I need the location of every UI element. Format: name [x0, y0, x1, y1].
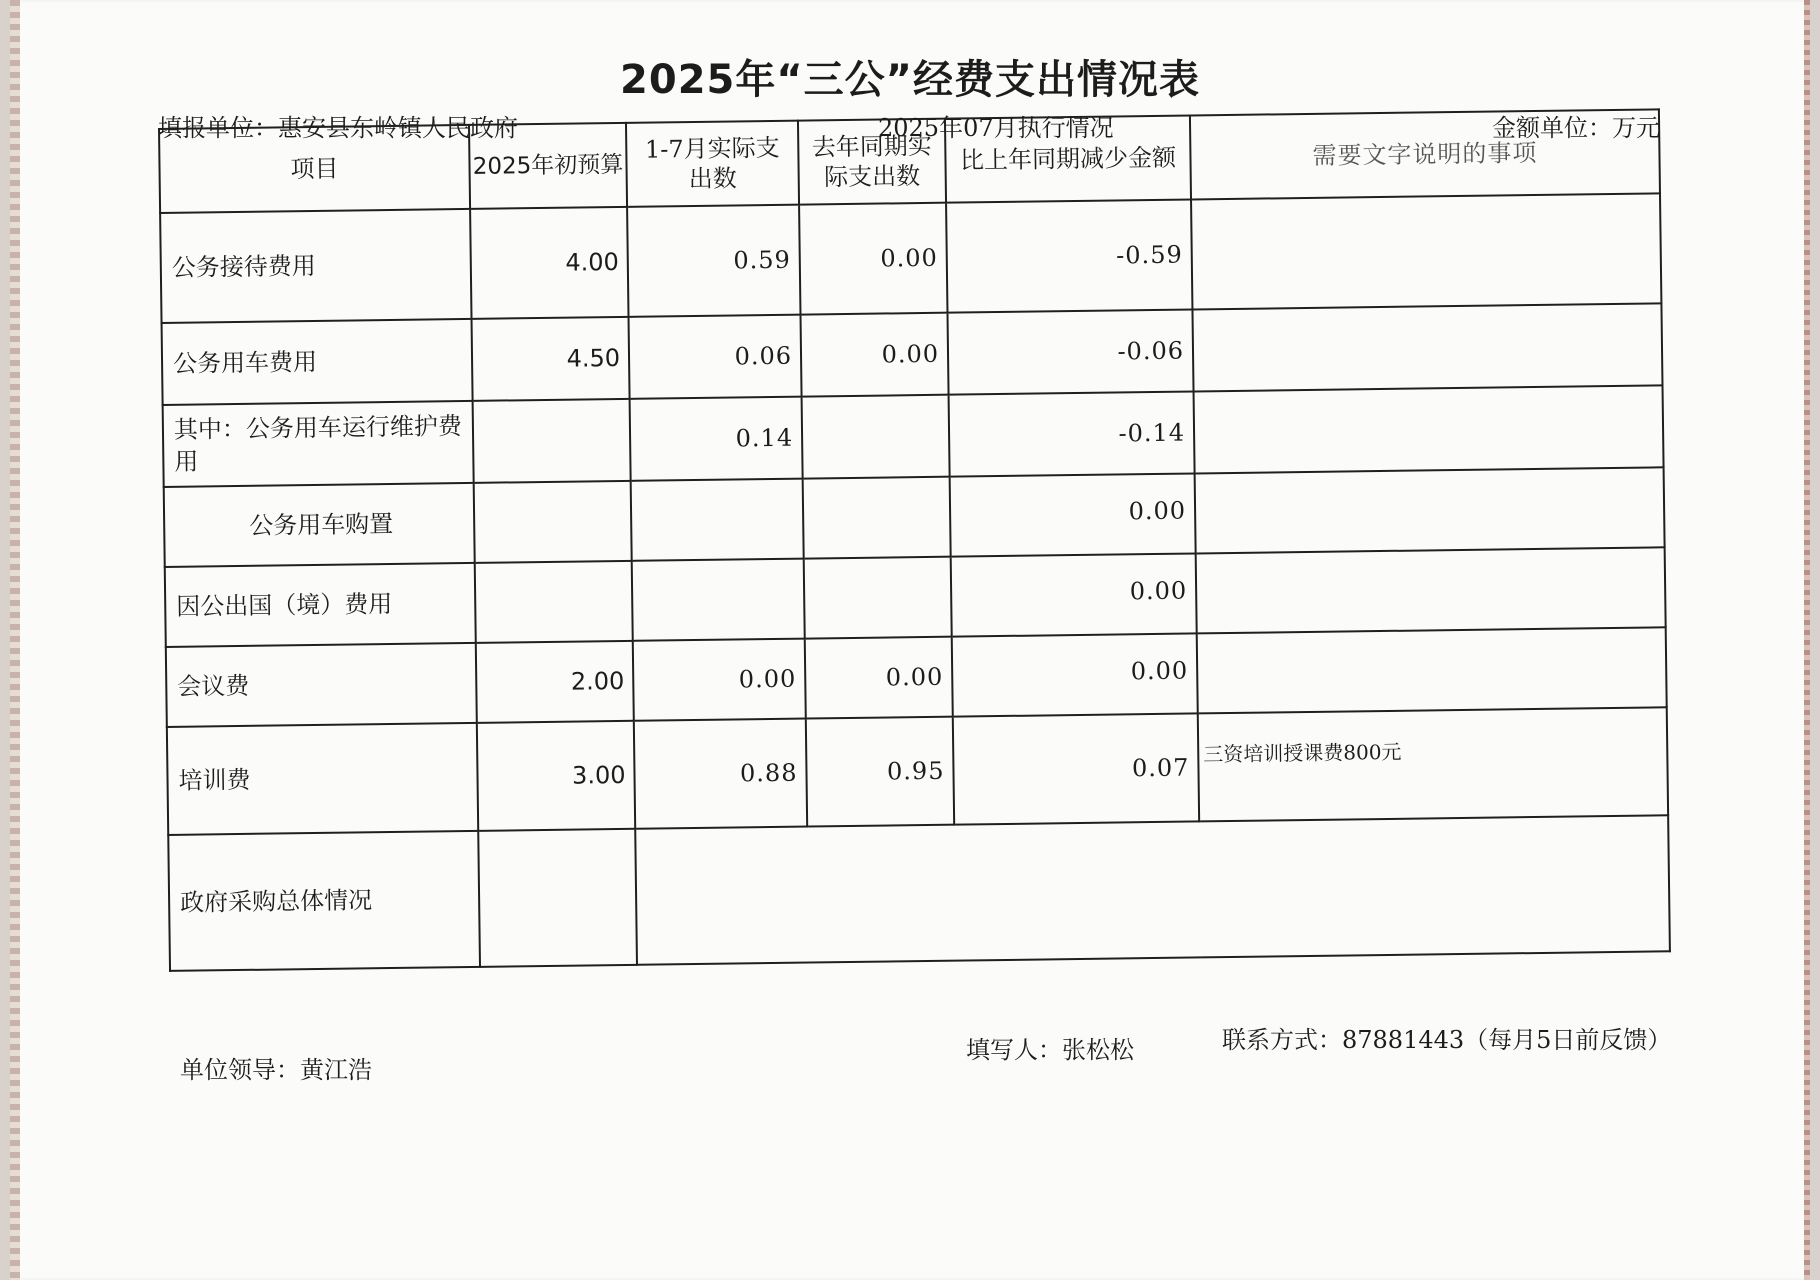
row-budget [475, 561, 633, 643]
amount-unit: 金额单位：万元 [1492, 114, 1660, 142]
row-budget: 2.00 [476, 641, 634, 723]
row-reduction: 0.00 [950, 473, 1196, 556]
form-filler: 填写人：张松松 [966, 1036, 1134, 1064]
contact-info: 联系方式：87881443（每月5日前反馈） [1222, 1026, 1672, 1054]
row-budget: 4.50 [472, 317, 630, 401]
row-last-year: 0.00 [799, 203, 947, 315]
table-row [160, 193, 1661, 323]
row-budget [474, 481, 632, 563]
procurement-row [168, 815, 1670, 971]
row-item: 因公出国（境）费用 [165, 563, 476, 647]
row-reduction: -0.14 [949, 391, 1195, 476]
row-item: 公务用车费用 [162, 319, 473, 405]
row-notes [1192, 303, 1662, 391]
procurement-label: 政府采购总体情况 [168, 831, 480, 971]
row-notes [1194, 385, 1664, 473]
row-reduction: -0.59 [946, 199, 1192, 312]
procurement-content [635, 815, 1670, 965]
row-notes [1197, 627, 1667, 713]
row-last-year [802, 395, 950, 479]
row-last-year: 0.00 [805, 637, 953, 719]
reporting-period: 2025年07月执行情况 [878, 114, 1114, 142]
header-actual: 1-7月实际支出数 [626, 121, 799, 207]
expense-table [158, 108, 1671, 972]
header-notes: 需要文字说明的事项 [1190, 109, 1660, 199]
reporting-unit: 填报单位：惠安县东岭镇人民政府 [158, 114, 518, 142]
row-notes [1195, 467, 1665, 553]
row-reduction: -0.06 [947, 309, 1193, 394]
document-page [10, 0, 1810, 1280]
row-item: 培训费 [167, 723, 478, 835]
unit-leader: 单位领导：黄江浩 [180, 1056, 372, 1084]
row-actual: 0.88 [634, 719, 807, 829]
row-notes [1196, 547, 1666, 633]
row-actual: 0.06 [629, 315, 802, 399]
expense-table-wrapper [158, 108, 1671, 972]
document-title: 2025年“三公”经费支出情况表 [620, 57, 1200, 103]
row-actual: 0.00 [633, 639, 806, 721]
row-budget: 3.00 [477, 721, 635, 831]
row-last-year [803, 477, 951, 559]
row-last-year: 0.00 [800, 313, 948, 397]
header-budget: 2025年初预算 [469, 123, 627, 209]
row-item: 其中：公务用车运行维护费用 [163, 401, 474, 487]
row-item: 会议费 [166, 643, 477, 727]
row-actual: 0.14 [630, 397, 803, 481]
row-last-year [804, 557, 952, 639]
row-reduction: 0.00 [951, 553, 1197, 636]
row-budget [473, 399, 631, 483]
row-last-year: 0.95 [806, 717, 954, 827]
header-item: 项目 [159, 125, 470, 213]
row-budget: 4.00 [470, 207, 628, 319]
row-item: 公务用车购置 [164, 483, 475, 567]
header-reduction: 比上年同期减少金额 [945, 115, 1191, 202]
paper-edge-right [1804, 0, 1810, 1280]
row-actual [631, 479, 804, 561]
row-item: 公务接待费用 [160, 209, 471, 323]
row-reduction: 0.07 [953, 713, 1199, 824]
row-notes: 三资培训授课费800元 [1198, 707, 1668, 821]
procurement-budget [478, 829, 637, 967]
row-reduction: 0.00 [952, 633, 1198, 716]
row-actual [632, 559, 805, 641]
row-actual: 0.59 [627, 205, 800, 317]
table-row [167, 707, 1668, 835]
paper-edge-left [10, 0, 20, 1280]
row-notes [1191, 193, 1661, 309]
header-last-year: 去年同期实际支出数 [798, 119, 946, 205]
